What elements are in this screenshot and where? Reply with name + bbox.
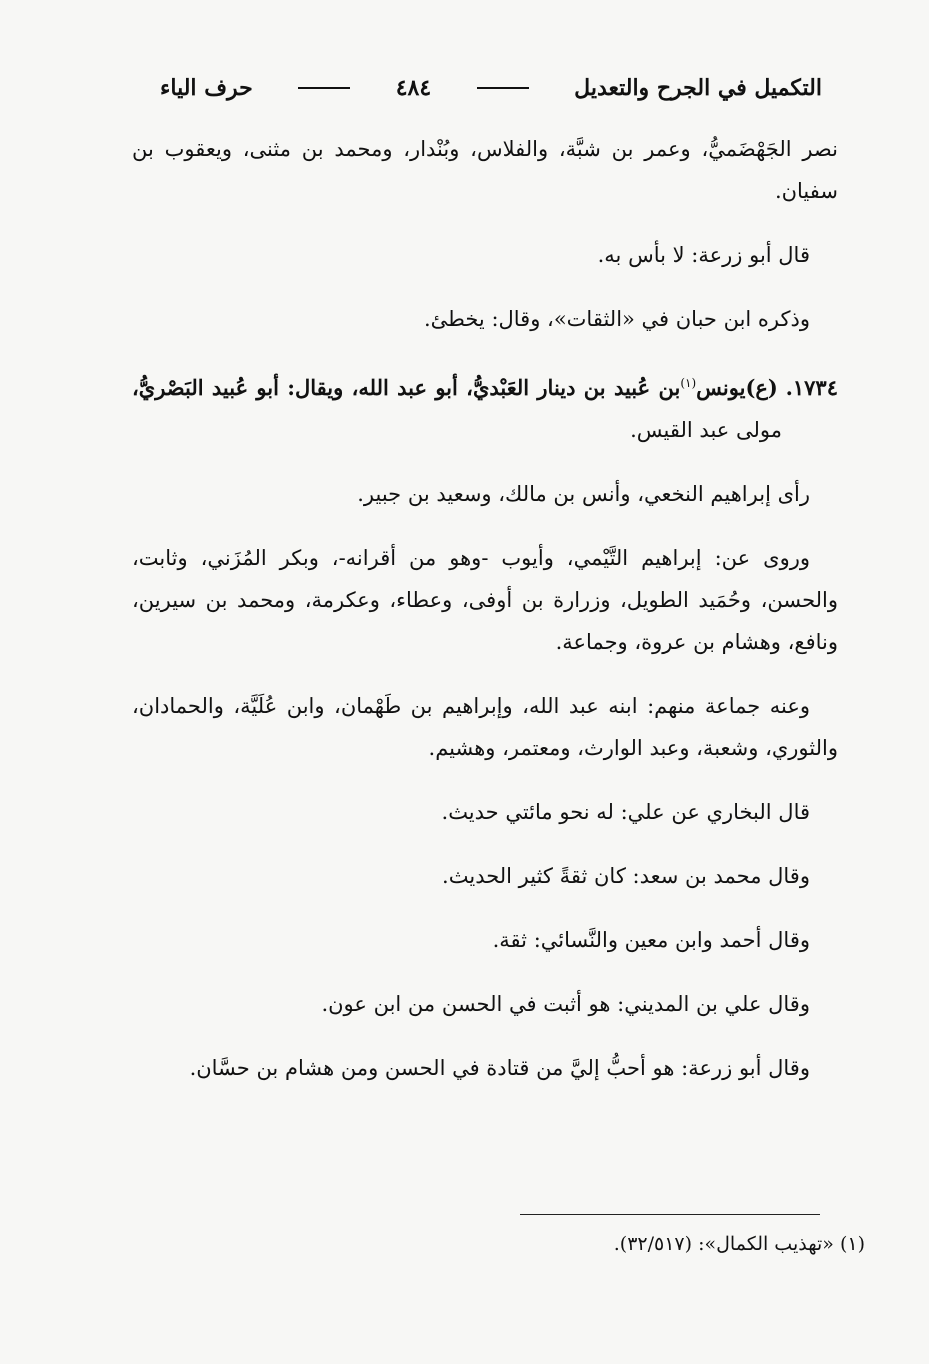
paragraph: وقال علي بن المديني: هو أثبت في الحسن من ابن عون. xyxy=(321,992,810,1016)
paragraph: قال أبو زرعة: لا بأس به. xyxy=(597,243,810,267)
footnote xyxy=(614,1226,865,1262)
paragraph: وقال محمد بن سعد: كان ثقةً كثير الحديث. xyxy=(442,864,810,888)
paragraph: وعنه جماعة منهم: ابنه عبد الله، وإبراهيم بن طَهْمان، وابن عُلَيَّة، والحمادان، والثوري، وشعبة، وعبد الوارث، ومعتمر، وهشيم. xyxy=(132,694,838,760)
header-separator xyxy=(298,87,350,89)
running-head xyxy=(160,66,822,110)
book-title: التكميل في الجرح والتعديل xyxy=(574,75,822,101)
page-number: ٤٨٤ xyxy=(395,75,432,101)
entry-second-line: مولى عبد القيس. xyxy=(630,418,782,442)
paragraph: نصر الجَهْضَميُّ، وعمر بن شبَّة، والفلاس، وبُنْدار، ومحمد بن مثنى، ويعقوب بن سفيان. xyxy=(132,137,838,203)
entry-heading xyxy=(132,362,838,451)
paragraph: وذكره ابن حبان في «الثقات»، وقال: يخطئ. xyxy=(423,307,810,331)
footnote-text: «تهذيب الكمال»: (٣٢/٥١٧). xyxy=(613,1233,834,1255)
paragraph: قال البخاري عن علي: له نحو مائتي حديث. xyxy=(441,800,810,824)
header-separator xyxy=(477,87,529,89)
footnote-mark: (١) xyxy=(839,1233,865,1255)
entry-name: يونس xyxy=(696,375,746,400)
paragraph: وقال أحمد وابن معين والنَّسائي: ثقة. xyxy=(492,928,810,952)
paragraph: وروى عن: إبراهيم التَّيْمي، وأيوب -وهو من أقرانه-، وبكر المُزَني، وثابت، والحسن، وحُمَيد الطويل، وزرارة بن أوفى، وعطاء، وعكرمة، ومحمد بن سيرين، ونافع، وهشام بن عروة، وجماعة. xyxy=(132,546,838,654)
paragraph: وقال أبو زرعة: هو أحبُّ إليَّ من قتادة في الحسن ومن هشام بن حسَّان. xyxy=(189,1056,810,1080)
entry-code: (ع) xyxy=(745,375,778,400)
entry-name-rest: بن عُبيد بن دينار العَبْديُّ، أبو عبد الله، ويقال: أبو عُبيد البَصْريُّ، xyxy=(132,375,681,400)
footnote-rule xyxy=(520,1214,820,1215)
footnote-reference[interactable]: (١) xyxy=(680,376,697,390)
chapter-title: حرف الياء xyxy=(160,75,253,101)
paragraph: رأى إبراهيم النخعي، وأنس بن مالك، وسعيد بن جبير. xyxy=(357,482,810,506)
body-text xyxy=(132,128,838,1111)
entry-number: ١٧٣٤. xyxy=(785,375,838,400)
